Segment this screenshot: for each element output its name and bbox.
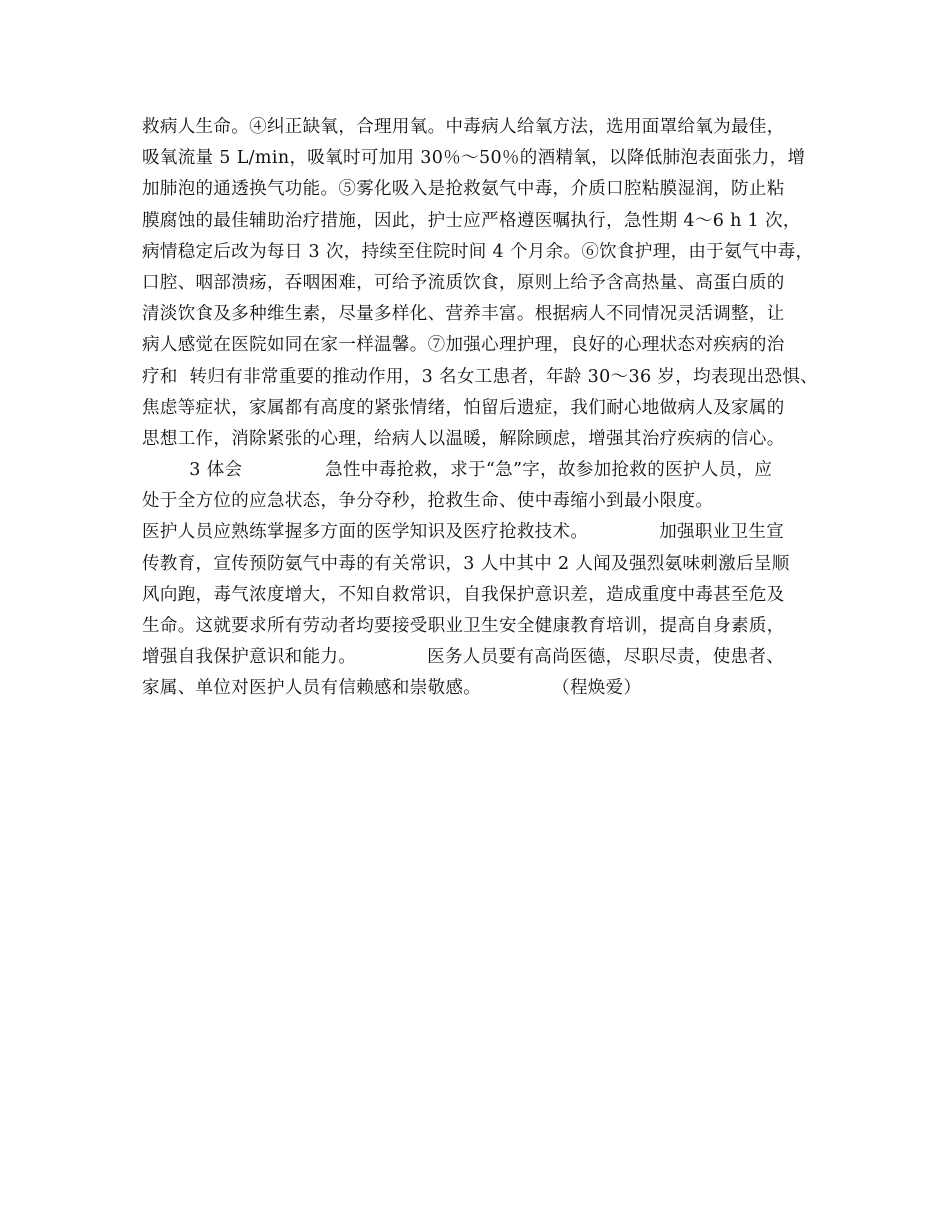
text-line: 焦虑等症状，家属都有高度的紧张情绪，怕留后遗症，我们耐心地做病人及家属的 xyxy=(142,397,785,418)
author-line: 家属、单位对医护人员有信赖感和崇敬感。 （程焕爱） xyxy=(142,678,642,699)
text-line: 加肺泡的通透换气功能。⑤雾化吸入是抢救氨气中毒，介质口腔粘膜湿润，防止粘 xyxy=(142,179,785,200)
text-line: 传教育，宣传预防氨气中毒的有关常识，3 人中其中 2 人闻及强烈氨味刺激后呈顺 xyxy=(142,553,790,574)
text-line: 口腔、咽部溃疡，吞咽困难，可给予流质饮食，原则上给予含高热量、高蛋白质的 xyxy=(142,272,785,293)
text-line: 病人感觉在医院如同在家一样温馨。⑦加强心理护理，良好的心理状态对疾病的治 xyxy=(142,335,785,356)
section-heading-line: 3 体会 急性中毒抢救，求于“急”字，故参加抢救的医护人员，应 xyxy=(142,460,773,481)
text-line: 吸氧流量 5 L/min，吸氧时可加用 30％～50％的酒精氧，以降低肺泡表面张力，增 xyxy=(142,148,806,169)
text-line: 思想工作，消除紧张的心理，给病人以温暖，解除顾虑，增强其治疗疾病的信心。 xyxy=(142,428,785,449)
text-line: 医护人员应熟练掌握多方面的医学知识及医疗抢救技术。 加强职业卫生宣 xyxy=(142,522,785,543)
text-line: 病情稳定后改为每日 3 次，持续至住院时间 4 个月余。⑥饮食护理，由于氨气中毒， xyxy=(142,241,814,262)
text-line: 处于全方位的应急状态，争分夺秒，抢救生命、使中毒缩小到最小限度。 xyxy=(142,491,714,512)
text-line: 风向跑，毒气浓度增大，不知自救常识，自我保护意识差，造成重度中毒甚至危及 xyxy=(142,584,785,605)
text-line: 增强自我保护意识和能力。 医务人员要有高尚医德，尽职尽责，使患者、 xyxy=(142,647,785,668)
text-line: 疗和 转归有非常重要的推动作用，3 名女工患者，年龄 30～36 岁，均表现出恐惧、 xyxy=(142,366,819,387)
text-line: 救病人生命。④纠正缺氧，合理用氧。中毒病人给氧方法，选用面罩给氧为最佳， xyxy=(142,117,785,137)
body-text xyxy=(142,112,832,705)
text-line: 清淡饮食及多种维生素，尽量多样化、营养丰富。根据病人不同情况灵活调整，让 xyxy=(142,304,785,325)
text-line: 膜腐蚀的最佳辅助治疗措施，因此，护士应严格遵医嘱执行，急性期 4～6 h 1 次， xyxy=(142,210,801,231)
text-line: 生命。这就要求所有劳动者均要接受职业卫生安全健康教育培训，提高自身素质， xyxy=(142,616,785,636)
